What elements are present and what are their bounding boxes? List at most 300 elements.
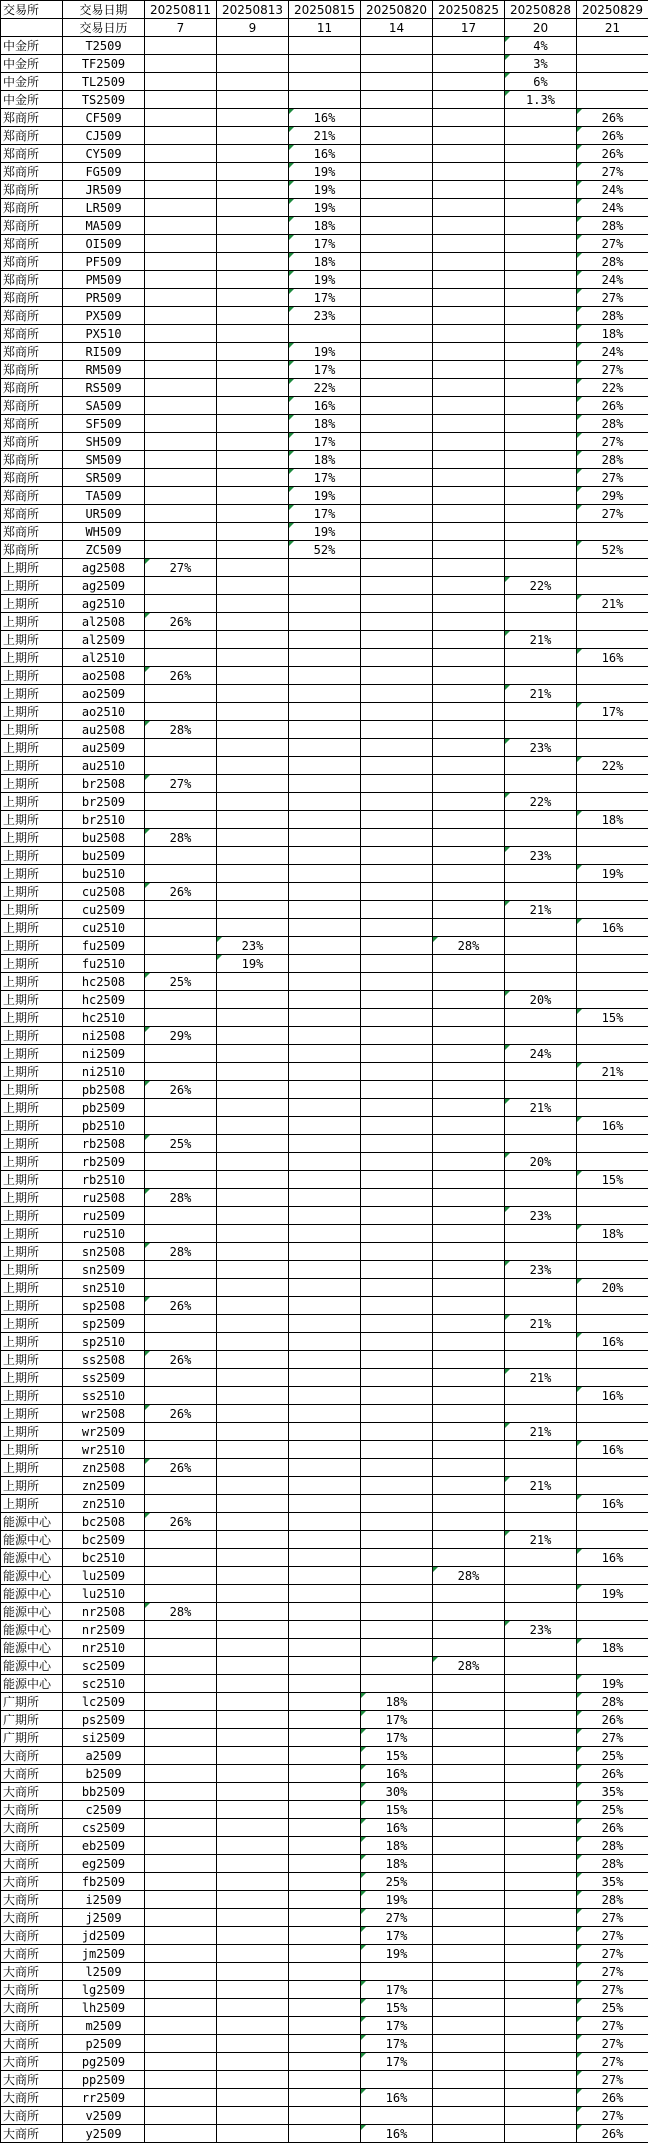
contract-cell[interactable]: ru2508 xyxy=(63,1189,145,1207)
margin-value-cell[interactable]: 27% xyxy=(577,505,648,523)
margin-value-cell[interactable] xyxy=(505,1747,577,1765)
margin-value-cell[interactable]: 52% xyxy=(577,541,648,559)
margin-value-cell[interactable] xyxy=(361,145,433,163)
margin-value-cell[interactable] xyxy=(433,1261,505,1279)
margin-value-cell[interactable] xyxy=(145,397,217,415)
margin-value-cell[interactable] xyxy=(505,325,577,343)
margin-value-cell[interactable] xyxy=(433,2035,505,2053)
margin-value-cell[interactable] xyxy=(361,955,433,973)
margin-value-cell[interactable] xyxy=(433,955,505,973)
margin-value-cell[interactable] xyxy=(433,1963,505,1981)
exchange-cell[interactable]: 上期所 xyxy=(1,595,63,613)
margin-value-cell[interactable] xyxy=(217,1171,289,1189)
margin-value-cell[interactable] xyxy=(145,325,217,343)
margin-value-cell[interactable] xyxy=(145,685,217,703)
contract-cell[interactable]: ao2508 xyxy=(63,667,145,685)
margin-value-cell[interactable] xyxy=(577,937,648,955)
margin-value-cell[interactable] xyxy=(433,1801,505,1819)
margin-value-cell[interactable]: 27% xyxy=(577,2107,648,2125)
margin-value-cell[interactable] xyxy=(361,451,433,469)
margin-value-cell[interactable] xyxy=(361,1585,433,1603)
margin-value-cell[interactable] xyxy=(217,1063,289,1081)
margin-value-cell[interactable] xyxy=(217,1639,289,1657)
margin-value-cell[interactable] xyxy=(361,415,433,433)
margin-value-cell[interactable] xyxy=(289,1423,361,1441)
margin-value-cell[interactable] xyxy=(433,145,505,163)
contract-cell[interactable]: fu2510 xyxy=(63,955,145,973)
contract-cell[interactable]: a2509 xyxy=(63,1747,145,1765)
margin-value-cell[interactable] xyxy=(361,595,433,613)
margin-value-cell[interactable] xyxy=(145,73,217,91)
margin-value-cell[interactable] xyxy=(217,829,289,847)
contract-cell[interactable]: hc2508 xyxy=(63,973,145,991)
margin-value-cell[interactable]: 28% xyxy=(577,1837,648,1855)
margin-value-cell[interactable] xyxy=(577,793,648,811)
exchange-cell[interactable]: 大商所 xyxy=(1,2089,63,2107)
margin-value-cell[interactable] xyxy=(505,415,577,433)
margin-value-cell[interactable] xyxy=(145,361,217,379)
margin-value-cell[interactable] xyxy=(145,2089,217,2107)
margin-value-cell[interactable] xyxy=(505,343,577,361)
margin-value-cell[interactable] xyxy=(433,271,505,289)
margin-value-cell[interactable] xyxy=(505,1711,577,1729)
margin-value-cell[interactable] xyxy=(505,1351,577,1369)
margin-value-cell[interactable] xyxy=(217,1783,289,1801)
margin-value-cell[interactable]: 26% xyxy=(577,145,648,163)
margin-value-cell[interactable] xyxy=(577,613,648,631)
contract-cell[interactable]: TA509 xyxy=(63,487,145,505)
margin-value-cell[interactable] xyxy=(289,1135,361,1153)
margin-value-cell[interactable] xyxy=(361,523,433,541)
margin-value-cell[interactable] xyxy=(433,991,505,1009)
contract-cell[interactable]: br2509 xyxy=(63,793,145,811)
margin-value-cell[interactable]: 18% xyxy=(361,1837,433,1855)
margin-value-cell[interactable] xyxy=(505,1243,577,1261)
exchange-cell[interactable]: 上期所 xyxy=(1,1081,63,1099)
margin-value-cell[interactable] xyxy=(433,1837,505,1855)
exchange-cell[interactable]: 上期所 xyxy=(1,1477,63,1495)
margin-value-cell[interactable]: 17% xyxy=(361,2017,433,2035)
exchange-cell[interactable]: 郑商所 xyxy=(1,451,63,469)
margin-value-cell[interactable] xyxy=(289,37,361,55)
margin-value-cell[interactable] xyxy=(217,1423,289,1441)
margin-value-cell[interactable] xyxy=(505,1855,577,1873)
margin-value-cell[interactable] xyxy=(289,721,361,739)
margin-value-cell[interactable] xyxy=(361,919,433,937)
margin-value-cell[interactable] xyxy=(145,1657,217,1675)
margin-value-cell[interactable] xyxy=(361,1513,433,1531)
contract-cell[interactable]: SM509 xyxy=(63,451,145,469)
margin-value-cell[interactable] xyxy=(145,793,217,811)
margin-value-cell[interactable] xyxy=(361,1333,433,1351)
exchange-cell[interactable]: 郑商所 xyxy=(1,541,63,559)
margin-value-cell[interactable] xyxy=(289,847,361,865)
margin-value-cell[interactable] xyxy=(289,685,361,703)
exchange-cell[interactable]: 上期所 xyxy=(1,1297,63,1315)
exchange-cell[interactable]: 上期所 xyxy=(1,613,63,631)
margin-value-cell[interactable] xyxy=(505,1459,577,1477)
margin-value-cell[interactable]: 17% xyxy=(289,289,361,307)
margin-value-cell[interactable] xyxy=(217,1567,289,1585)
margin-value-cell[interactable] xyxy=(217,973,289,991)
margin-value-cell[interactable]: 28% xyxy=(577,1693,648,1711)
margin-value-cell[interactable] xyxy=(145,1945,217,1963)
margin-value-cell[interactable] xyxy=(505,775,577,793)
margin-value-cell[interactable] xyxy=(217,793,289,811)
margin-value-cell[interactable] xyxy=(217,1945,289,1963)
margin-value-cell[interactable]: 16% xyxy=(577,919,648,937)
margin-value-cell[interactable] xyxy=(577,955,648,973)
margin-value-cell[interactable] xyxy=(289,1351,361,1369)
margin-value-cell[interactable] xyxy=(505,2071,577,2089)
margin-value-cell[interactable] xyxy=(145,2125,217,2143)
margin-value-cell[interactable] xyxy=(145,1153,217,1171)
margin-value-cell[interactable] xyxy=(145,577,217,595)
contract-cell[interactable]: br2508 xyxy=(63,775,145,793)
margin-value-cell[interactable] xyxy=(145,487,217,505)
margin-value-cell[interactable]: 19% xyxy=(577,1675,648,1693)
margin-value-cell[interactable]: 18% xyxy=(361,1693,433,1711)
margin-value-cell[interactable] xyxy=(145,1045,217,1063)
margin-value-cell[interactable] xyxy=(217,271,289,289)
margin-value-cell[interactable] xyxy=(289,1153,361,1171)
margin-value-cell[interactable] xyxy=(289,1243,361,1261)
margin-value-cell[interactable] xyxy=(577,901,648,919)
margin-value-cell[interactable] xyxy=(361,757,433,775)
margin-value-cell[interactable] xyxy=(145,847,217,865)
margin-value-cell[interactable] xyxy=(505,1729,577,1747)
margin-value-cell[interactable] xyxy=(361,487,433,505)
contract-cell[interactable]: bu2510 xyxy=(63,865,145,883)
margin-value-cell[interactable] xyxy=(505,1009,577,1027)
margin-value-cell[interactable] xyxy=(361,811,433,829)
margin-value-cell[interactable]: 23% xyxy=(505,739,577,757)
margin-value-cell[interactable]: 28% xyxy=(433,1567,505,1585)
margin-value-cell[interactable] xyxy=(217,1027,289,1045)
margin-value-cell[interactable] xyxy=(361,1351,433,1369)
margin-value-cell[interactable] xyxy=(289,955,361,973)
margin-value-cell[interactable] xyxy=(505,1279,577,1297)
margin-value-cell[interactable] xyxy=(361,667,433,685)
exchange-cell[interactable]: 大商所 xyxy=(1,2125,63,2143)
margin-value-cell[interactable] xyxy=(433,721,505,739)
margin-value-cell[interactable] xyxy=(289,1171,361,1189)
exchange-cell[interactable]: 大商所 xyxy=(1,1963,63,1981)
margin-value-cell[interactable] xyxy=(433,577,505,595)
margin-value-cell[interactable] xyxy=(217,2107,289,2125)
margin-value-cell[interactable] xyxy=(505,181,577,199)
exchange-cell[interactable]: 上期所 xyxy=(1,703,63,721)
margin-value-cell[interactable] xyxy=(145,811,217,829)
margin-value-cell[interactable] xyxy=(145,163,217,181)
exchange-cell[interactable]: 上期所 xyxy=(1,559,63,577)
margin-value-cell[interactable] xyxy=(433,2017,505,2035)
exchange-cell[interactable]: 大商所 xyxy=(1,1873,63,1891)
margin-value-cell[interactable] xyxy=(289,1045,361,1063)
margin-value-cell[interactable] xyxy=(145,1315,217,1333)
margin-value-cell[interactable] xyxy=(217,1963,289,1981)
margin-value-cell[interactable] xyxy=(433,325,505,343)
margin-value-cell[interactable] xyxy=(361,631,433,649)
margin-value-cell[interactable] xyxy=(217,1603,289,1621)
margin-value-cell[interactable]: 18% xyxy=(577,1225,648,1243)
margin-value-cell[interactable]: 24% xyxy=(577,199,648,217)
margin-value-cell[interactable] xyxy=(289,1909,361,1927)
exchange-cell[interactable]: 郑商所 xyxy=(1,433,63,451)
margin-value-cell[interactable] xyxy=(433,1639,505,1657)
exchange-cell[interactable]: 中金所 xyxy=(1,73,63,91)
margin-value-cell[interactable]: 28% xyxy=(577,253,648,271)
margin-value-cell[interactable] xyxy=(361,721,433,739)
margin-value-cell[interactable]: 27% xyxy=(577,1927,648,1945)
margin-value-cell[interactable] xyxy=(289,937,361,955)
margin-value-cell[interactable] xyxy=(217,1711,289,1729)
margin-value-cell[interactable] xyxy=(217,1369,289,1387)
margin-value-cell[interactable] xyxy=(433,199,505,217)
margin-value-cell[interactable] xyxy=(289,1999,361,2017)
exchange-cell[interactable]: 上期所 xyxy=(1,1099,63,1117)
margin-value-cell[interactable]: 22% xyxy=(505,577,577,595)
margin-value-cell[interactable] xyxy=(505,505,577,523)
margin-value-cell[interactable]: 28% xyxy=(577,1891,648,1909)
margin-value-cell[interactable] xyxy=(289,811,361,829)
margin-value-cell[interactable] xyxy=(577,1315,648,1333)
margin-value-cell[interactable]: 16% xyxy=(289,109,361,127)
margin-value-cell[interactable] xyxy=(217,2089,289,2107)
margin-value-cell[interactable] xyxy=(433,757,505,775)
margin-value-cell[interactable] xyxy=(433,235,505,253)
margin-value-cell[interactable] xyxy=(361,37,433,55)
margin-value-cell[interactable]: 21% xyxy=(289,127,361,145)
margin-value-cell[interactable] xyxy=(361,1369,433,1387)
margin-value-cell[interactable]: 28% xyxy=(577,451,648,469)
margin-value-cell[interactable]: 26% xyxy=(145,1405,217,1423)
margin-value-cell[interactable] xyxy=(217,991,289,1009)
margin-value-cell[interactable] xyxy=(505,1873,577,1891)
contract-cell[interactable]: lu2509 xyxy=(63,1567,145,1585)
contract-cell[interactable]: ss2508 xyxy=(63,1351,145,1369)
margin-value-cell[interactable] xyxy=(433,361,505,379)
margin-value-cell[interactable] xyxy=(505,361,577,379)
contract-cell[interactable]: zn2509 xyxy=(63,1477,145,1495)
contract-cell[interactable]: nr2509 xyxy=(63,1621,145,1639)
margin-value-cell[interactable] xyxy=(289,2125,361,2143)
exchange-cell[interactable]: 郑商所 xyxy=(1,271,63,289)
contract-cell[interactable]: v2509 xyxy=(63,2107,145,2125)
margin-value-cell[interactable]: 27% xyxy=(577,289,648,307)
margin-value-cell[interactable]: 28% xyxy=(577,307,648,325)
margin-value-cell[interactable] xyxy=(145,1837,217,1855)
margin-value-cell[interactable] xyxy=(577,1207,648,1225)
margin-value-cell[interactable] xyxy=(145,109,217,127)
margin-value-cell[interactable] xyxy=(145,739,217,757)
contract-cell[interactable]: PX510 xyxy=(63,325,145,343)
margin-value-cell[interactable] xyxy=(505,451,577,469)
margin-value-cell[interactable] xyxy=(289,1693,361,1711)
margin-value-cell[interactable] xyxy=(217,1117,289,1135)
margin-value-cell[interactable]: 16% xyxy=(361,1819,433,1837)
margin-value-cell[interactable] xyxy=(505,1927,577,1945)
margin-value-cell[interactable]: 15% xyxy=(577,1009,648,1027)
margin-value-cell[interactable]: 17% xyxy=(289,235,361,253)
margin-value-cell[interactable] xyxy=(289,1279,361,1297)
margin-value-cell[interactable] xyxy=(361,1387,433,1405)
margin-value-cell[interactable] xyxy=(433,1333,505,1351)
margin-value-cell[interactable] xyxy=(145,379,217,397)
exchange-cell[interactable]: 上期所 xyxy=(1,1063,63,1081)
margin-value-cell[interactable]: 26% xyxy=(577,1765,648,1783)
contract-cell[interactable]: ag2510 xyxy=(63,595,145,613)
margin-value-cell[interactable] xyxy=(361,1135,433,1153)
margin-value-cell[interactable] xyxy=(433,2071,505,2089)
margin-value-cell[interactable]: 17% xyxy=(289,361,361,379)
margin-value-cell[interactable] xyxy=(289,2071,361,2089)
margin-value-cell[interactable] xyxy=(289,1567,361,1585)
margin-value-cell[interactable] xyxy=(433,631,505,649)
margin-value-cell[interactable] xyxy=(361,1099,433,1117)
margin-value-cell[interactable] xyxy=(577,847,648,865)
exchange-cell[interactable]: 大商所 xyxy=(1,1999,63,2017)
margin-value-cell[interactable] xyxy=(217,1657,289,1675)
margin-value-cell[interactable] xyxy=(361,1423,433,1441)
contract-cell[interactable]: pp2509 xyxy=(63,2071,145,2089)
margin-value-cell[interactable] xyxy=(217,127,289,145)
margin-value-cell[interactable] xyxy=(289,793,361,811)
margin-value-cell[interactable] xyxy=(289,1063,361,1081)
contract-cell[interactable]: ru2510 xyxy=(63,1225,145,1243)
contract-cell[interactable]: ru2509 xyxy=(63,1207,145,1225)
margin-value-cell[interactable] xyxy=(289,1783,361,1801)
contract-cell[interactable]: al2508 xyxy=(63,613,145,631)
contract-cell[interactable]: ni2510 xyxy=(63,1063,145,1081)
contract-cell[interactable]: nr2508 xyxy=(63,1603,145,1621)
margin-value-cell[interactable] xyxy=(217,1747,289,1765)
margin-value-cell[interactable] xyxy=(361,505,433,523)
margin-value-cell[interactable] xyxy=(505,1513,577,1531)
margin-value-cell[interactable] xyxy=(145,1927,217,1945)
margin-value-cell[interactable] xyxy=(361,775,433,793)
margin-value-cell[interactable]: 19% xyxy=(289,487,361,505)
margin-value-cell[interactable] xyxy=(289,1207,361,1225)
contract-cell[interactable]: sp2509 xyxy=(63,1315,145,1333)
margin-value-cell[interactable] xyxy=(289,2017,361,2035)
contract-cell[interactable]: nr2510 xyxy=(63,1639,145,1657)
contract-cell[interactable]: RS509 xyxy=(63,379,145,397)
margin-value-cell[interactable] xyxy=(289,919,361,937)
margin-value-cell[interactable] xyxy=(217,595,289,613)
exchange-cell[interactable]: 郑商所 xyxy=(1,289,63,307)
margin-value-cell[interactable] xyxy=(145,1567,217,1585)
margin-value-cell[interactable]: 26% xyxy=(145,613,217,631)
margin-value-cell[interactable] xyxy=(361,361,433,379)
margin-value-cell[interactable] xyxy=(433,667,505,685)
margin-value-cell[interactable] xyxy=(289,1531,361,1549)
margin-value-cell[interactable]: 27% xyxy=(577,1729,648,1747)
margin-value-cell[interactable] xyxy=(145,1801,217,1819)
margin-value-cell[interactable] xyxy=(289,865,361,883)
margin-value-cell[interactable] xyxy=(361,379,433,397)
margin-value-cell[interactable] xyxy=(289,991,361,1009)
margin-value-cell[interactable] xyxy=(577,739,648,757)
margin-value-cell[interactable]: 26% xyxy=(145,667,217,685)
margin-value-cell[interactable] xyxy=(433,1045,505,1063)
margin-value-cell[interactable] xyxy=(145,1117,217,1135)
margin-value-cell[interactable] xyxy=(361,847,433,865)
contract-cell[interactable]: PM509 xyxy=(63,271,145,289)
margin-value-cell[interactable] xyxy=(577,1657,648,1675)
margin-value-cell[interactable] xyxy=(145,1531,217,1549)
margin-value-cell[interactable] xyxy=(505,1441,577,1459)
margin-value-cell[interactable] xyxy=(505,1999,577,2017)
margin-value-cell[interactable] xyxy=(433,973,505,991)
margin-value-cell[interactable] xyxy=(145,2053,217,2071)
margin-value-cell[interactable] xyxy=(505,2017,577,2035)
exchange-cell[interactable]: 上期所 xyxy=(1,955,63,973)
margin-value-cell[interactable] xyxy=(577,685,648,703)
margin-value-cell[interactable] xyxy=(145,919,217,937)
margin-value-cell[interactable] xyxy=(217,1405,289,1423)
contract-cell[interactable]: al2509 xyxy=(63,631,145,649)
margin-value-cell[interactable] xyxy=(145,649,217,667)
margin-value-cell[interactable] xyxy=(217,2125,289,2143)
margin-value-cell[interactable]: 25% xyxy=(361,1873,433,1891)
margin-value-cell[interactable] xyxy=(433,1351,505,1369)
margin-value-cell[interactable] xyxy=(217,73,289,91)
contract-cell[interactable]: lg2509 xyxy=(63,1981,145,1999)
margin-value-cell[interactable] xyxy=(289,2089,361,2107)
exchange-cell[interactable]: 上期所 xyxy=(1,721,63,739)
margin-value-cell[interactable] xyxy=(217,1675,289,1693)
margin-value-cell[interactable] xyxy=(505,2053,577,2071)
margin-value-cell[interactable] xyxy=(577,1297,648,1315)
margin-value-cell[interactable]: 19% xyxy=(577,1585,648,1603)
margin-value-cell[interactable]: 4% xyxy=(505,37,577,55)
margin-value-cell[interactable] xyxy=(217,451,289,469)
margin-value-cell[interactable] xyxy=(433,919,505,937)
margin-value-cell[interactable]: 21% xyxy=(577,1063,648,1081)
margin-value-cell[interactable] xyxy=(577,1459,648,1477)
margin-value-cell[interactable] xyxy=(145,1999,217,2017)
date-cell[interactable]: 20250828 xyxy=(505,1,577,19)
contract-cell[interactable]: PR509 xyxy=(63,289,145,307)
calendar-cell[interactable]: 21 xyxy=(577,19,648,37)
margin-value-cell[interactable]: 19% xyxy=(217,955,289,973)
margin-value-cell[interactable] xyxy=(145,1207,217,1225)
margin-value-cell[interactable]: 21% xyxy=(505,1423,577,1441)
margin-value-cell[interactable] xyxy=(361,541,433,559)
margin-value-cell[interactable] xyxy=(289,1333,361,1351)
contract-cell[interactable]: c2509 xyxy=(63,1801,145,1819)
margin-value-cell[interactable]: 29% xyxy=(577,487,648,505)
margin-value-cell[interactable] xyxy=(145,415,217,433)
margin-value-cell[interactable] xyxy=(505,469,577,487)
margin-value-cell[interactable] xyxy=(505,307,577,325)
margin-value-cell[interactable] xyxy=(433,1027,505,1045)
margin-value-cell[interactable]: 19% xyxy=(289,523,361,541)
margin-value-cell[interactable] xyxy=(145,1783,217,1801)
margin-value-cell[interactable] xyxy=(217,1819,289,1837)
margin-value-cell[interactable] xyxy=(505,163,577,181)
margin-value-cell[interactable] xyxy=(217,109,289,127)
date-cell[interactable]: 20250829 xyxy=(577,1,648,19)
margin-value-cell[interactable] xyxy=(361,973,433,991)
margin-value-cell[interactable]: 18% xyxy=(289,217,361,235)
margin-value-cell[interactable] xyxy=(361,1027,433,1045)
margin-value-cell[interactable]: 28% xyxy=(145,1603,217,1621)
margin-value-cell[interactable] xyxy=(361,91,433,109)
margin-value-cell[interactable] xyxy=(505,379,577,397)
exchange-cell[interactable]: 上期所 xyxy=(1,631,63,649)
